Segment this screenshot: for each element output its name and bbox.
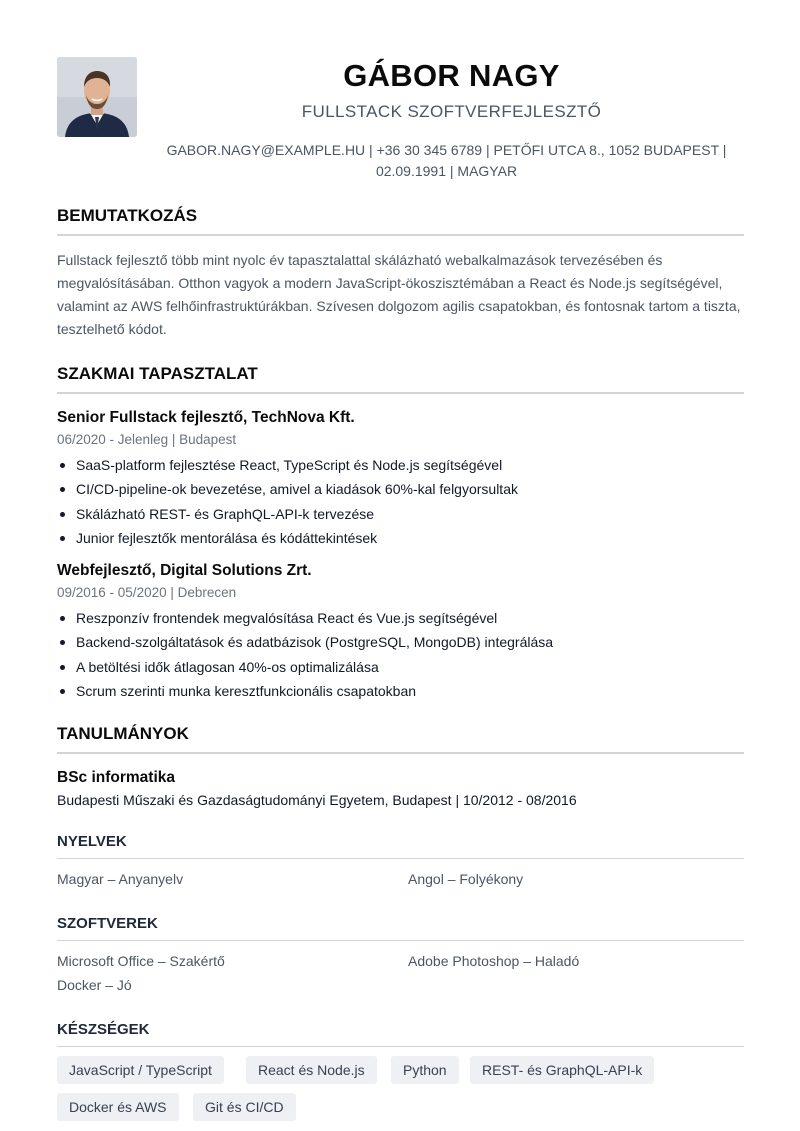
section-heading-languages: NYELVEK [57,833,744,859]
job-title: FULLSTACK SZOFTVERFEJLESZTŐ [301,102,602,121]
skill-tag: Docker és AWS [57,1093,179,1121]
skill-tag: Python [391,1056,459,1084]
contact-line: GABOR.NAGY@EXAMPLE.HU | +36 30 345 6789 | PETŐFI UTCA 8., 1052 BUDAPEST | [166,142,727,158]
job-meta: 06/2020 - Jelenleg | Budapest [57,432,237,447]
skill-tag: REST- és GraphQL-API-k [470,1056,654,1084]
school: Budapesti Műszaki és Gazdaságtudományi Egyetem, Budapest | 10/2012 - 08/2016 [57,792,577,808]
section-heading-education: TANULMÁNYOK [57,724,744,754]
section-heading-skills: KÉSZSÉGEK [57,1021,744,1047]
list-item: Backend-szolgáltatások és adatbázisok (PostgreSQL, MongoDB) integrálása [57,630,553,654]
list-item: Docker – Jó [57,977,132,993]
list-item: Skálázható REST- és GraphQL-API-k tervezése [57,502,518,526]
list-item: Reszponzív frontendek megvalósítása React és Vue.js segítségével [57,606,553,630]
list-item: Scrum szerinti munka keresztfunkcionális csapatokban [57,679,553,703]
header [0,0,800,190]
contact-info [150,140,743,182]
list-item: A betöltési idők átlagosan 40%-os optimalizálása [57,655,553,679]
list-item: Angol – Folyékony [408,871,524,887]
list-item: Microsoft Office – Szakértő [57,953,225,969]
skill-tag: React és Node.js [246,1056,377,1084]
section-heading-experience: SZAKMAI TAPASZTALAT [57,364,744,394]
job-title: Senior Fullstack fejlesztő, TechNova Kft. [57,409,355,426]
list-item: Adobe Photoshop – Haladó [408,953,580,969]
job-meta: 09/2016 - 05/2020 | Debrecen [57,585,237,600]
list-item: Junior fejlesztők mentorálása és kódáttekintések [57,526,518,550]
contact-line: 02.09.1991 | MAGYAR [375,163,518,179]
section-heading-intro: BEMUTATKOZÁS [57,206,744,236]
section-heading-software: SZOFTVEREK [57,915,744,941]
profile-photo [57,57,137,137]
skill-tag: Git és CI/CD [193,1093,296,1121]
candidate-name: GÁBOR NAGY [343,58,560,93]
job-bullets [57,453,518,550]
list-item: CI/CD-pipeline-ok bevezetése, amivel a kiadások 60%-kal felgyorsultak [57,477,518,501]
job-title: Webfejlesztő, Digital Solutions Zrt. [57,562,312,579]
intro-text: Fullstack fejlesztő több mint nyolc év tapasztalattal skálázható webalkalmazások tervezésében és megvalósításában. Otthon vagyok a modern JavaScript-ökoszisztémában a React és Node.js segítségével, valamint az AWS felhőinfrastruktúrákban. Szívesen dolgozom agilis csapatokban, és fontosnak tartom a tiszta, tesztelhető kódot. [57,252,741,337]
degree: BSc informatika [57,769,176,786]
job-bullets [57,606,553,703]
list-item: SaaS-platform fejlesztése React, TypeScript és Node.js segítségével [57,453,518,477]
list-item: Magyar – Anyanyelv [57,871,184,887]
skill-tag: JavaScript / TypeScript [57,1056,224,1084]
